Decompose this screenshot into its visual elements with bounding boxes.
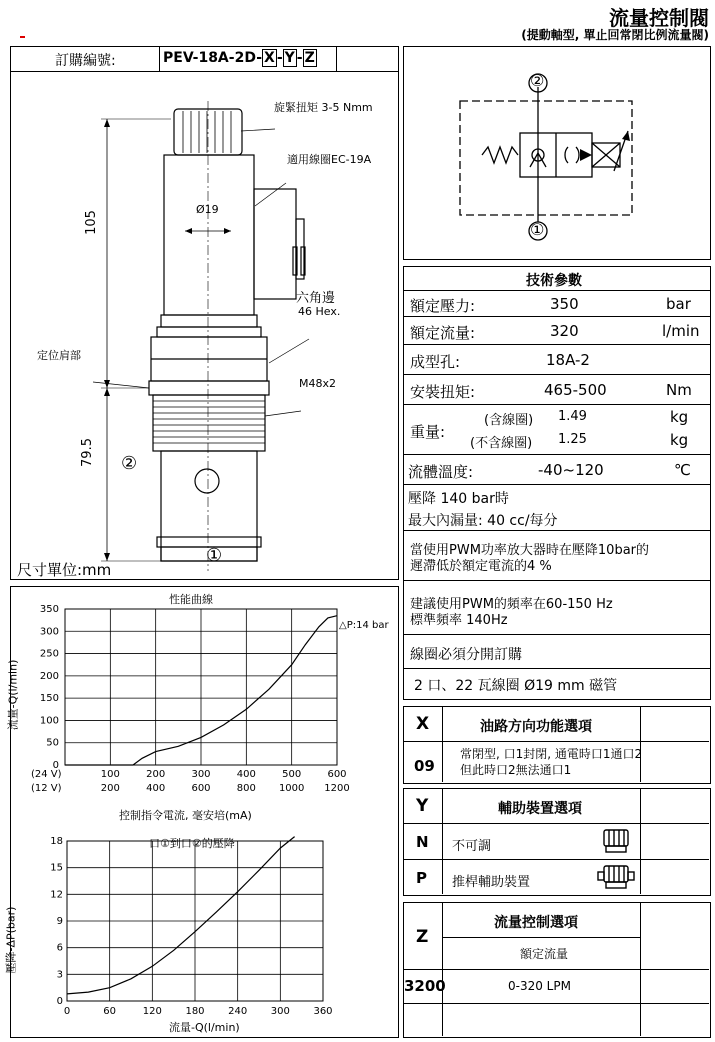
- chart1-plot: [11, 587, 397, 833]
- symbol-port-2: ②: [530, 71, 545, 90]
- chart2-x-tick: 240: [228, 1006, 248, 1017]
- locate-shoulder-label: 定位肩部: [37, 349, 81, 362]
- red-mark: [20, 36, 25, 38]
- weight-with-value: 1.49: [558, 409, 587, 424]
- chart-panel: [4, 586, 399, 1038]
- weight-unit-1: kg: [670, 408, 689, 426]
- x-desc-1: 常閉型, 口1封閉, 通電時口1通口2: [460, 747, 643, 761]
- spec-label: 成型孔:: [410, 353, 461, 371]
- chart1-x-tick-12v: 800: [236, 783, 256, 794]
- order-dash-1: -: [276, 50, 283, 66]
- order-y: Y: [284, 50, 295, 66]
- torque-label: 旋緊扭矩 3-5 Nmm: [274, 101, 373, 114]
- chart1-x-tick-12v: 1200: [324, 783, 350, 794]
- temp-unit: ℃: [674, 461, 691, 479]
- temp-value: -40~120: [538, 461, 604, 479]
- chart2-y-tick: 18: [50, 836, 63, 847]
- temp-label: 流體溫度:: [408, 463, 474, 481]
- chart1-y-tick: 200: [39, 670, 59, 682]
- chart1-y-tick: 100: [39, 715, 59, 727]
- chart1-y-tick: 250: [39, 648, 59, 660]
- spec-value: 18A-2: [546, 351, 590, 369]
- chart1-x-tick-24v: 100: [100, 769, 120, 780]
- x-desc-2: 但此時口2無法通口1: [460, 763, 572, 777]
- chart1-x-tick-24v: 400: [236, 769, 256, 780]
- order-dash-2: -: [296, 50, 303, 66]
- y-code-n: N: [416, 833, 429, 851]
- valve-drawing: [11, 71, 397, 579]
- spec-row-freq: [404, 581, 710, 635]
- port-1-label: ①: [206, 545, 223, 566]
- order-code: [163, 50, 317, 66]
- weight-with-label: (含線圈): [484, 413, 534, 428]
- chart1-x-tick-24v: 300: [191, 769, 211, 780]
- spec-row-cavity: [404, 345, 710, 375]
- y-code-p: P: [416, 869, 427, 887]
- chart2-y-tick: 0: [56, 996, 63, 1007]
- chart1-xlabel: 控制指令電流, 毫安培(mA): [119, 809, 252, 822]
- z-key: Z: [416, 927, 429, 947]
- chart2-y-tick: 3: [56, 969, 63, 981]
- chart1-x-tick-24v: (24 V): [31, 769, 62, 780]
- page-subtitle: (提動軸型, 單止回常閉比例流量閥): [521, 28, 709, 42]
- chart1-y-tick: 50: [46, 737, 59, 749]
- y-title: 輔助裝置選項: [498, 801, 582, 817]
- order-code-prefix: PEV-18A-2D-: [163, 50, 263, 66]
- freq-line-2: 標準頻率 140Hz: [410, 613, 508, 628]
- chart2-y-tick: 9: [56, 916, 63, 927]
- spec-row-leakage: [404, 485, 710, 531]
- spec-row-temp: [404, 455, 710, 485]
- weight-without-label: (不含線圈): [470, 436, 533, 451]
- weight-unit-2: kg: [670, 431, 689, 449]
- spec-value: 350: [550, 295, 579, 313]
- x-key: X: [416, 714, 430, 734]
- spec-value: 465-500: [544, 381, 607, 399]
- specs-title: 技術參數: [526, 273, 582, 289]
- chart1-x-tick-12v: 600: [191, 783, 211, 794]
- pwm-line-1: 當使用PWM功率放大器時在壓降10bar的: [410, 543, 650, 558]
- chart2-y-tick: 12: [50, 889, 63, 901]
- z-desc: 0-320 LPM: [508, 979, 571, 993]
- chart2-x-tick: 120: [142, 1006, 162, 1017]
- chart1-y-tick: 150: [39, 693, 59, 705]
- spec-unit: l/min: [662, 322, 700, 340]
- spec-unit: Nm: [666, 381, 692, 399]
- spec-value: 320: [550, 322, 579, 340]
- drawing-panel: [10, 46, 399, 580]
- order-x: X: [264, 50, 275, 66]
- leak-line-1: 壓降 140 bar時: [408, 491, 509, 507]
- thread-label: M48x2: [299, 377, 336, 390]
- coil-type: 2 口、22 瓦線圈 Ø19 mm 磁管: [414, 678, 618, 694]
- coil-label: 適用線圈EC-19A: [287, 153, 372, 166]
- spec-label: 額定壓力:: [410, 297, 476, 315]
- spec-row-pwm: [404, 531, 710, 581]
- z-subtitle: 額定流量: [520, 947, 569, 961]
- spec-row-torque: [404, 375, 710, 405]
- coil-note: 線圈必須分開訂購: [410, 647, 522, 663]
- spec-label: 額定流量:: [410, 324, 476, 342]
- chart2-series-line: [67, 837, 295, 994]
- chart2-x-tick: 360: [313, 1006, 333, 1017]
- z-title: 流量控制選項: [494, 915, 578, 931]
- chart2-plot: [11, 827, 397, 1037]
- y-desc-n: 不可調: [452, 839, 492, 854]
- symbol-port-1: ①: [530, 220, 545, 239]
- weight-label: 重量:: [410, 423, 446, 441]
- order-z: Z: [304, 50, 315, 66]
- chart2-x-tick: 0: [63, 1006, 71, 1017]
- hydraulic-symbol: [404, 47, 709, 258]
- chart1-y-tick: 350: [39, 604, 59, 615]
- z-code: 3200: [404, 977, 446, 995]
- chart1-x-tick-12v: 200: [100, 783, 120, 794]
- page-title: 流量控制閥: [609, 6, 709, 30]
- spec-row-pressure: [404, 291, 710, 317]
- y-option-table: [403, 788, 711, 896]
- dim-79-5: 79.5: [79, 438, 95, 467]
- chart1-x-tick-24v: 200: [146, 769, 166, 780]
- x-code: 09: [414, 757, 435, 775]
- chart1-title: 性能曲線: [169, 593, 213, 606]
- spec-row-coil: [404, 635, 710, 669]
- chart1-x-tick-12v: (12 V): [31, 783, 62, 794]
- z-option-table: [403, 902, 711, 1038]
- chart1-x-tick-24v: 500: [282, 769, 302, 780]
- order-label: 訂購編號:: [55, 53, 116, 69]
- chart1-ylabel: 流量-Q(l/min): [6, 659, 20, 731]
- dim-105: 105: [83, 210, 99, 235]
- knob-icon: [600, 827, 632, 855]
- x-option-table: [403, 706, 711, 784]
- x-title: 油路方向功能選項: [480, 719, 592, 735]
- chart2-y-tick: 15: [50, 862, 63, 874]
- y-key: Y: [416, 796, 429, 816]
- symbol-panel: [403, 46, 711, 260]
- order-row: [11, 47, 398, 72]
- weight-without-value: 1.25: [558, 432, 587, 447]
- chart1-x-tick-24v: 600: [327, 769, 347, 780]
- hex-label-2: 46 Hex.: [298, 305, 341, 318]
- specs-title-row: [404, 267, 710, 291]
- spec-row-flow: [404, 317, 710, 345]
- chart1-x-tick-12v: 1000: [278, 783, 305, 794]
- specs-table: [403, 266, 711, 700]
- spec-unit: bar: [666, 295, 691, 313]
- hex-label-1: 六角邊: [296, 291, 336, 306]
- chart1-y-tick: 0: [52, 760, 59, 771]
- spec-label: 安裝扭矩:: [410, 383, 476, 401]
- chart2-x-tick: 300: [270, 1006, 290, 1017]
- diameter-label: Ø19: [196, 203, 219, 216]
- chart2-x-tick: 180: [185, 1006, 205, 1017]
- chart2-xlabel: 流量-Q(l/min): [169, 1021, 240, 1034]
- chart1-annotation: △P:14 bar: [339, 620, 389, 631]
- leak-line-2: 最大內漏量: 40 cc/每分: [408, 513, 558, 529]
- pwm-line-2: 遲滯低於額定電流的4 %: [410, 559, 552, 574]
- chart2-x-tick: 60: [103, 1006, 117, 1017]
- chart1-y-tick: 300: [39, 626, 59, 638]
- chart1-x-tick-12v: 400: [146, 783, 166, 794]
- chart2-y-tick: 6: [56, 942, 63, 954]
- y-desc-p: 推桿輔助裝置: [452, 875, 531, 890]
- freq-line-1: 建議使用PWM的頻率在60-150 Hz: [410, 597, 613, 612]
- spec-row-weight: [404, 405, 710, 455]
- chart2-title: 口①到口②的壓降: [149, 837, 235, 850]
- chart2-ylabel: 壓降-ΔP(bar): [4, 906, 18, 974]
- unit-label: 尺寸單位:mm: [17, 561, 112, 579]
- port-2-label: ②: [121, 453, 138, 474]
- push-rod-icon: [596, 863, 636, 891]
- spec-row-coil-type: [404, 669, 710, 699]
